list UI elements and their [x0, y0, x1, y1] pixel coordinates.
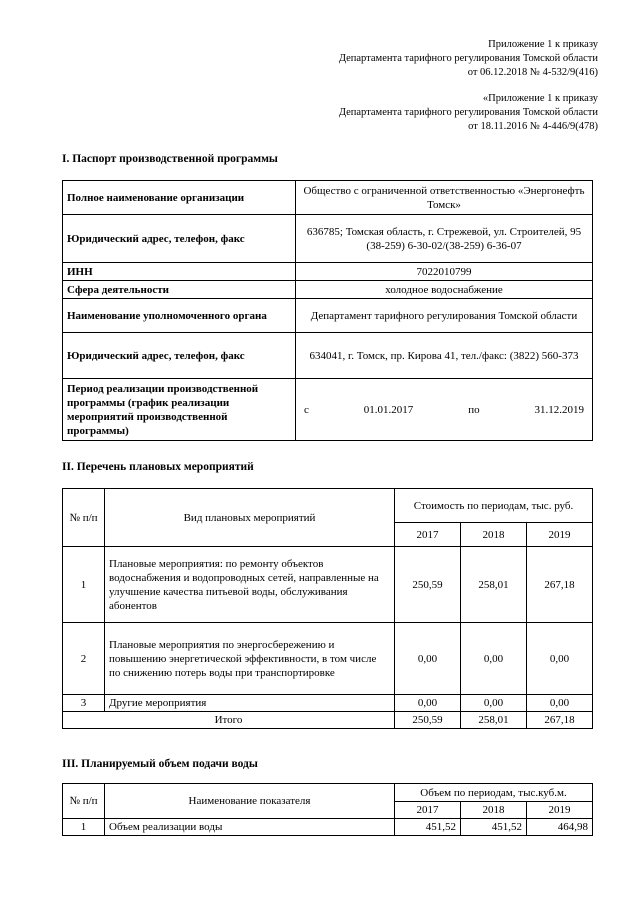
row-value: 0,00: [395, 695, 461, 712]
table-row: [63, 379, 593, 441]
row-value: 451,52: [395, 819, 461, 836]
period-to-date: 31.12.2019: [534, 403, 584, 416]
row-number: 1: [63, 547, 105, 623]
row-value: 0,00: [461, 695, 527, 712]
table-row: [63, 181, 593, 215]
col-header-number: № п/п: [63, 489, 105, 547]
table-row: [63, 333, 593, 379]
row-number: 1: [63, 819, 105, 836]
header-line: от 18.11.2016 № 4-446/9(478): [468, 121, 598, 132]
col-header-year: 2018: [461, 523, 527, 547]
period-from-word: с: [304, 403, 309, 416]
row-number: 2: [63, 623, 105, 695]
col-header-year: 2018: [461, 802, 527, 819]
row-value: 634041, г. Томск, пр. Кирова 41, тел./факс: (3822) 560-373: [296, 333, 593, 379]
row-value: Общество с ограниченной ответственностью «Энергонефть Томск»: [296, 181, 593, 215]
total-label: Итого: [63, 712, 395, 729]
table-row: [63, 299, 593, 333]
table-row: [63, 623, 593, 695]
row-activity: Другие мероприятия: [105, 695, 395, 712]
section-2-title: II. Перечень плановых мероприятий: [62, 461, 254, 473]
production-program-passport-table: [62, 180, 593, 441]
row-value: 258,01: [461, 547, 527, 623]
row-value: 636785; Томская область, г. Стрежевой, ул. Строителей, 95 (38-259) 6-30-02/(38-259) 6-36-07: [296, 215, 593, 263]
col-header-year: 2019: [527, 523, 593, 547]
row-label: Юридический адрес, телефон, факс: [63, 215, 296, 263]
table-row: [63, 695, 593, 712]
row-value: 0,00: [527, 695, 593, 712]
row-activity: Плановые мероприятия по энергосбережению и повышению энергетической эффективности, в том числе по снижению потерь воды при транспортировке: [105, 623, 395, 695]
header-line: Департамента тарифного регулирования Томской области: [338, 107, 598, 118]
col-header-indicator: Наименование показателя: [105, 784, 395, 819]
col-header-activity: Вид плановых мероприятий: [105, 489, 395, 547]
row-value: 0,00: [395, 623, 461, 695]
row-label: Наименование уполномоченного органа: [63, 299, 296, 333]
col-header-year: 2019: [527, 802, 593, 819]
col-header-year: 2017: [395, 802, 461, 819]
row-value: холодное водоснабжение: [296, 281, 593, 299]
period-to-word: по: [468, 403, 480, 416]
header-line: от 06.12.2018 № 4-532/9(416): [467, 67, 598, 78]
row-value: 464,98: [527, 819, 593, 836]
row-label: Полное наименование организации: [63, 181, 296, 215]
period-value: [296, 379, 593, 441]
table-row: [63, 281, 593, 299]
header-line: Департамента тарифного регулирования Томской области: [338, 53, 598, 64]
order-reference-current: [339, 38, 598, 80]
table-header-row: [63, 489, 593, 523]
row-value: Департамент тарифного регулирования Томской области: [296, 299, 593, 333]
total-value: 267,18: [527, 712, 593, 729]
row-value: 0,00: [461, 623, 527, 695]
total-row: [63, 712, 593, 729]
total-value: 258,01: [461, 712, 527, 729]
col-header-volume: Объем по периодам, тыс.куб.м.: [395, 784, 593, 802]
row-label: Юридический адрес, телефон, факс: [63, 333, 296, 379]
row-value: 0,00: [527, 623, 593, 695]
order-reference-original: [339, 92, 598, 134]
table-row: [63, 547, 593, 623]
period-from-date: 01.01.2017: [363, 403, 414, 416]
col-header-year: 2017: [395, 523, 461, 547]
row-value: 7022010799: [296, 263, 593, 281]
table-header-row: [63, 784, 593, 802]
row-number: 3: [63, 695, 105, 712]
section-1-title: I. Паспорт производственной программы: [62, 153, 278, 165]
row-indicator: Объем реализации воды: [105, 819, 395, 836]
table-row: [63, 819, 593, 836]
water-supply-volume-table: [62, 783, 593, 836]
table-row: [63, 215, 593, 263]
total-value: 250,59: [395, 712, 461, 729]
row-value: 250,59: [395, 547, 461, 623]
header-line: Приложение 1 к приказу: [488, 39, 598, 50]
row-value: 451,52: [461, 819, 527, 836]
section-3-title: III. Планируемый объем подачи воды: [62, 758, 258, 770]
row-activity: Плановые мероприятия: по ремонту объектов водоснабжения и водопроводных сетей, направленные на улучшение качества питьевой воды, обслуживания абонентов: [105, 547, 395, 623]
planned-activities-table: [62, 488, 593, 729]
col-header-cost: Стоимость по периодам, тыс. руб.: [395, 489, 593, 523]
table-row: [63, 263, 593, 281]
row-value: 267,18: [527, 547, 593, 623]
period-label: Период реализации производственной программы (график реализации мероприятий производственной программы): [63, 379, 296, 441]
row-label: ИНН: [63, 263, 296, 281]
header-line: «Приложение 1 к приказу: [482, 93, 598, 104]
col-header-number: № п/п: [63, 784, 105, 819]
row-label: Сфера деятельности: [63, 281, 296, 299]
